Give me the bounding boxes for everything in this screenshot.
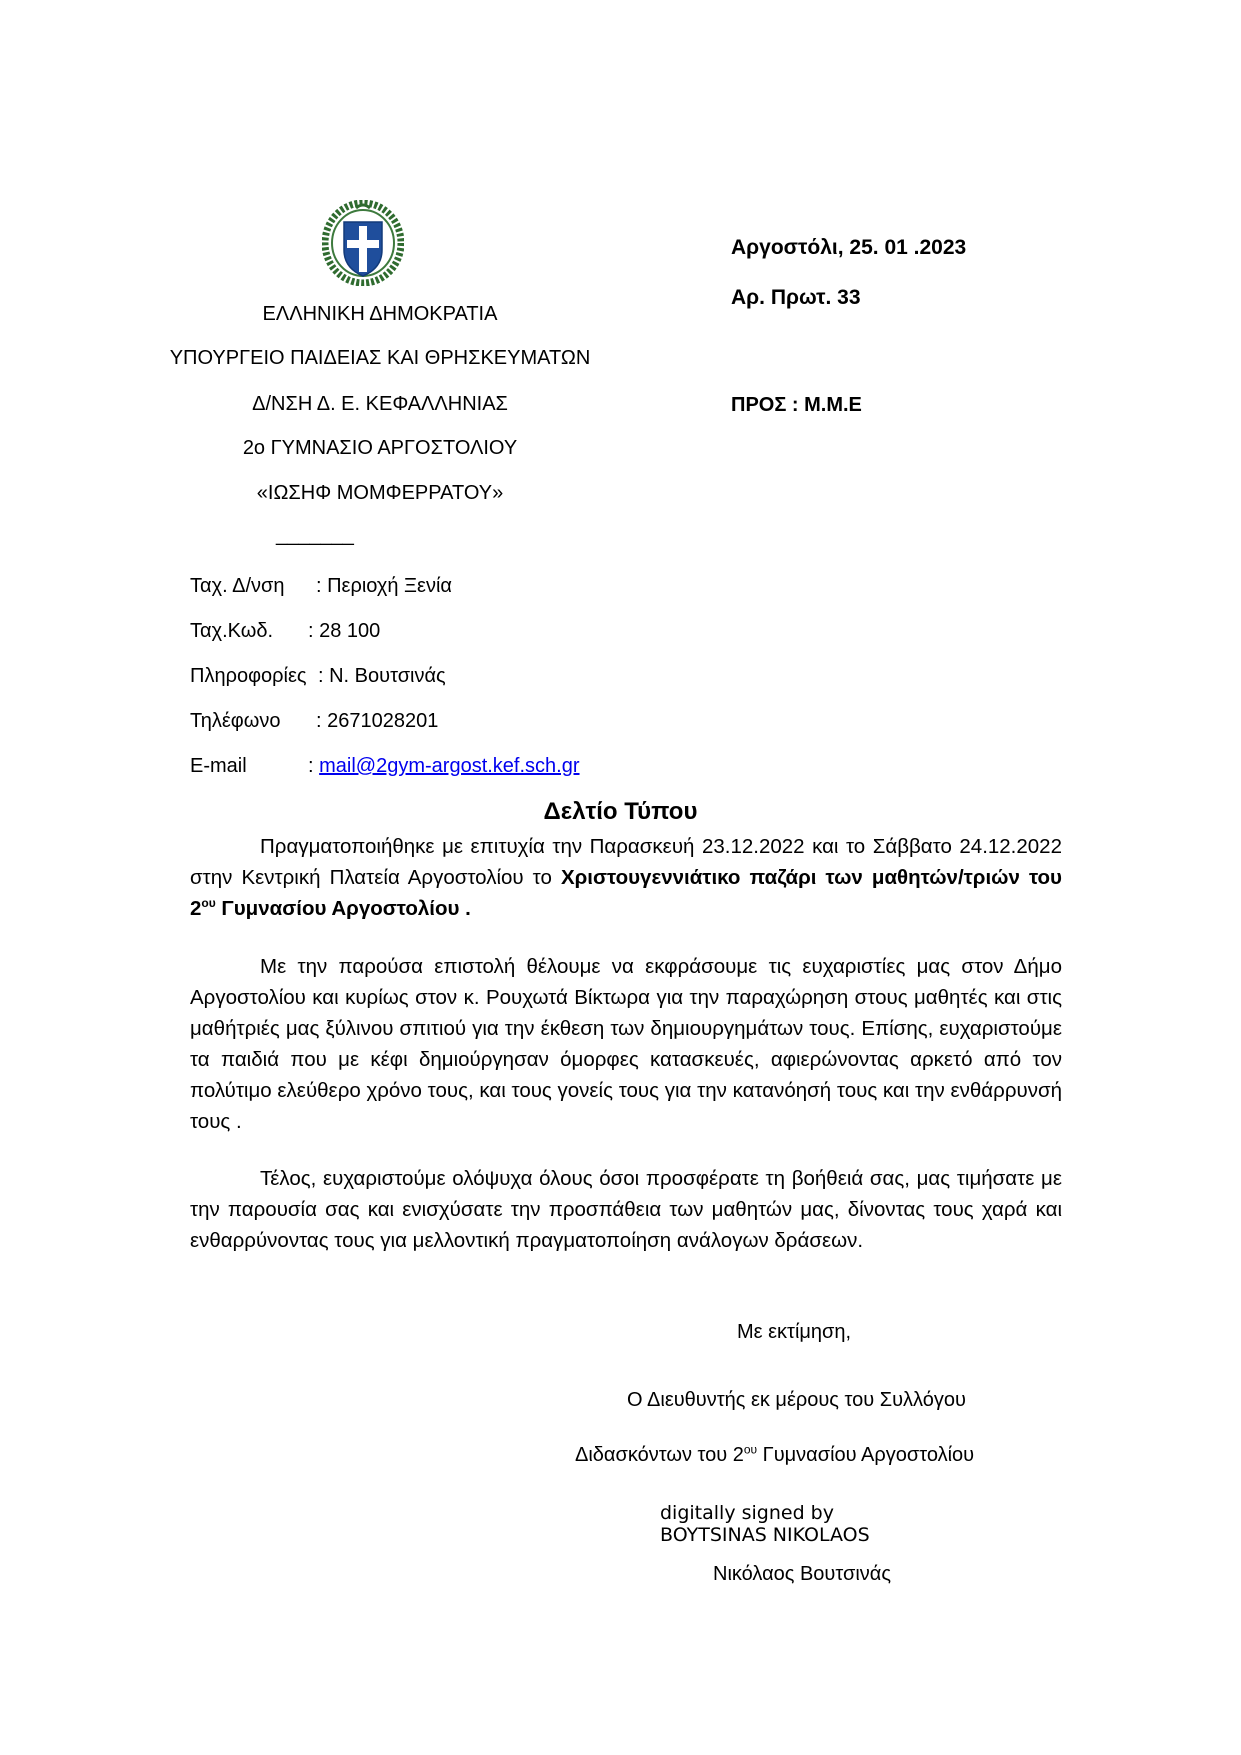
org-line-school-name: «ΙΩΣΗΦ ΜΟΜΦΕΡΡΑΤΟΥ» (256, 482, 504, 504)
contact-address-value: : Περιοχή Ξενία (316, 575, 452, 597)
email-link[interactable]: mail@2gym-argost.kef.sch.gr (319, 755, 580, 777)
paragraph-1-sup: ου (201, 896, 216, 911)
contact-postcode-value: : 28 100 (308, 620, 381, 642)
org-line-republic: ΕΛΛΗΝΙΚΗ ΔΗΜΟΚΡΑΤΙΑ (262, 303, 498, 325)
role-line-2-end: Γυμνασίου Αργοστολίου (757, 1444, 975, 1466)
closing-line: Με εκτίμηση, (737, 1321, 852, 1343)
org-line-school: 2ο ΓΥΜΝΑΣΙΟ ΑΡΓΟΣΤΟΛΙΟΥ (242, 437, 518, 459)
paragraph-1-text: Πραγματοποιήθηκε με επιτυχία την Παρασκευή 23.12.2022 και το Σάββατο 24.12.2022 στην Κεντρική Πλατεία Αργοστολίου το (190, 835, 1062, 889)
signatory-name: Νικόλαος Βουτσινάς (713, 1563, 891, 1585)
contact-phone-value: : 2671028201 (316, 710, 439, 732)
role-line-2-start: Διδασκόντων του 2 (575, 1444, 744, 1466)
contact-info-label: Πληροφορίες (190, 665, 307, 687)
document-title: Δελτίο Τύπου (543, 798, 698, 825)
greek-emblem-icon (322, 200, 404, 286)
contact-address-label: Ταχ. Δ/νση (190, 575, 285, 597)
paragraph-3: Τέλος, ευχαριστούμε ολόψυχα όλους όσοι προσφέρατε τη βοήθειά σας, μας τιμήσατε με την παρουσία σας και ενισχύσατε την προσπάθεια των μαθητών μας, δίνοντας τους χαρά και ενθαρρύνοντας τους για μελλοντική πραγματοποίηση ανάλογων δράσεων. (190, 1167, 1062, 1252)
paragraph-2: Με την παρούσα επιστολή θέλουμε να εκφράσουμε τις ευχαριστίες μας στον Δήμο Αργοστολίου και κυρίως στον κ. Ρουχωτά Βίκτωρα για την παραχώρηση στους μαθητές και στις μαθήτριές μας ξύλινου σπιτιού για την έκθεση των δημιουργημάτων τους. Επίσης, ευχαριστούμε τα παιδιά που με κέφι δημιούργησαν όμορφες κατασκευές, αφιερώνοντας αρκετό από τον πολύτιμο ελεύθερο χρόνο τους, και τους γονείς τους για την κατανόησή τους και την ενθάρρυνσή τους . (190, 955, 1062, 1133)
contact-email-colon: : (308, 755, 314, 777)
protocol-number: Αρ. Πρωτ. 33 (731, 286, 861, 309)
org-line-ministry: ΥΠΟΥΡΓΕΙΟ ΠΑΙΔΕΙΑΣ ΚΑΙ ΘΡΗΣΚΕΥΜΑΤΩΝ (169, 347, 591, 369)
contact-phone-label: Τηλέφωνο (190, 710, 281, 732)
header-divider: _______ (276, 524, 354, 546)
org-line-directorate: Δ/ΝΣΗ Δ. Ε. ΚΕΦΑΛΛΗΝΙΑΣ (252, 393, 508, 415)
signatory-role-line-2 (575, 1444, 974, 1467)
contact-info-value: : Ν. Βουτσινάς (318, 665, 446, 687)
contact-postcode-label: Ταχ.Κωδ. (190, 620, 274, 642)
paragraph-1-bold: Χριστουγεννιάτικο παζάρι των μαθητών/τριών του 2 (190, 866, 1062, 920)
recipient: ΠΡΟΣ : Μ.Μ.Ε (731, 394, 862, 416)
signatory-role-line-1: Ο Διευθυντής εκ μέρους του Συλλόγου (627, 1389, 966, 1411)
paragraph-1 (190, 831, 1062, 924)
contact-email-label: E-mail (190, 755, 247, 777)
contact-email-row (308, 755, 580, 778)
document-date: Αργοστόλι, 25. 01 .2023 (731, 236, 967, 259)
digital-signature-line-1: digitally signed by (660, 1502, 834, 1524)
paragraph-1-bold-end: Γυμνασίου Αργοστολίου . (215, 897, 471, 920)
digital-signature-line-2: BOYTSINAS NIKOLAOS (660, 1524, 870, 1546)
role-line-2-sup: ου (743, 1442, 758, 1457)
